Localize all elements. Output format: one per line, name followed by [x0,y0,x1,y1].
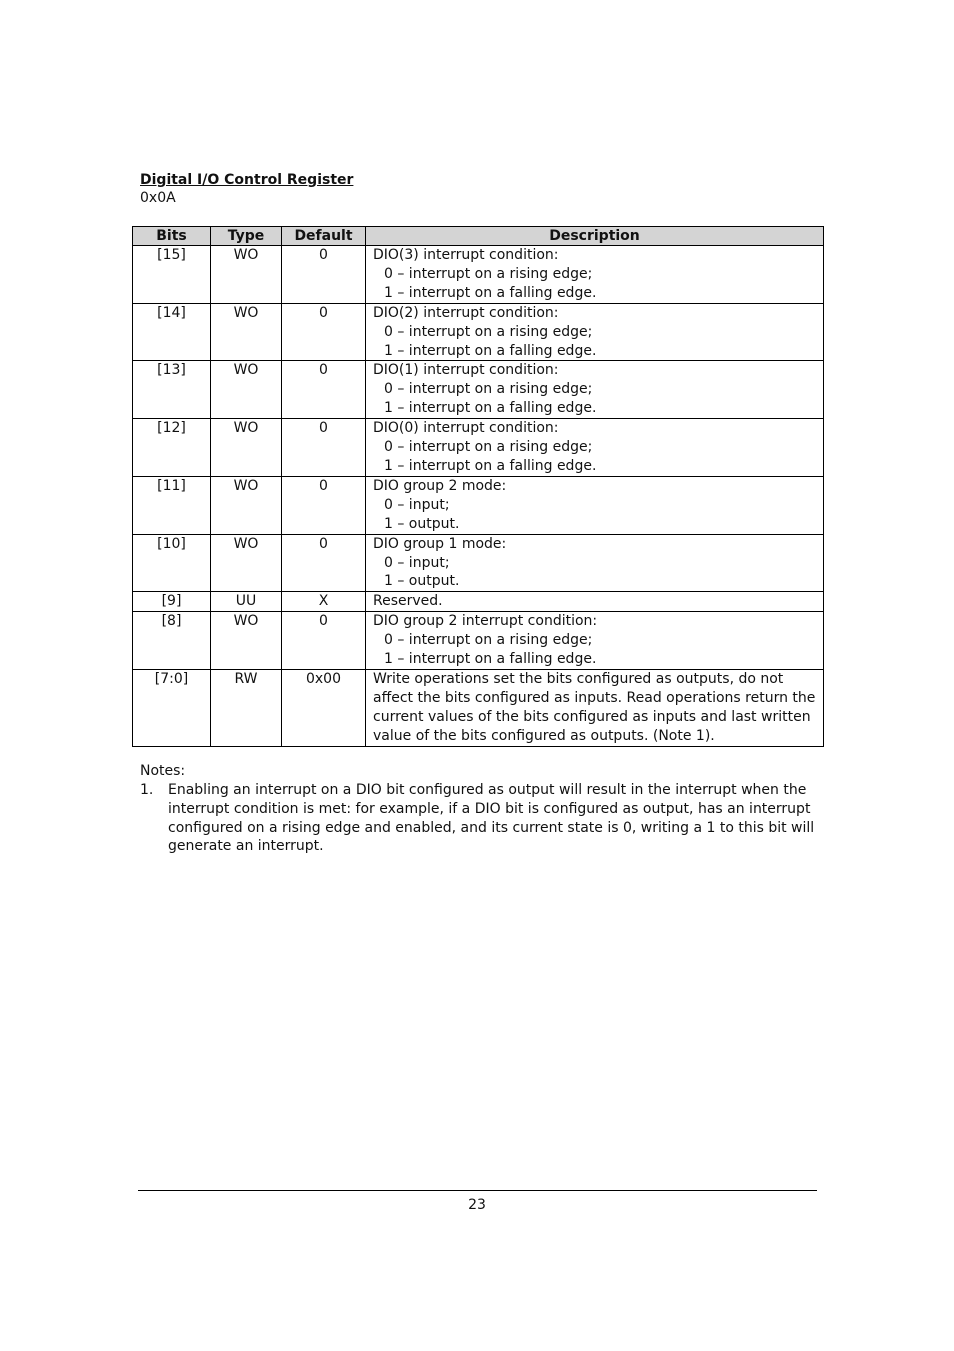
description-option: 0 – interrupt on a rising edge; [384,381,593,398]
cell-description [366,534,824,592]
cell-type: WO [211,419,282,477]
header-type: Type [211,227,282,246]
note-text: Enabling an interrupt on a DIO bit configured as output will result in the interrupt when the interrupt condition is met: for example, if a DIO bit is configured as output, has an interrupt configured on a rising edge and enabled, and its current state is 0, writing a 1 to this bit will generate an interrupt. [168,782,815,855]
cell-bits: [15] [133,246,211,304]
description-option: 0 – interrupt on a rising edge; [384,265,593,282]
description-option: 1 – interrupt on a falling edge. [384,342,597,359]
header-description: Description [366,227,824,246]
register-table [132,226,824,747]
description-text: Write operations set the bits configured as outputs, do not affect the bits configured as inputs. Read operations return the current values of the bits configured as inputs and last written value of the bits configured as outputs. (Note 1). [373,670,816,744]
cell-default: X [282,592,366,612]
cell-type: WO [211,476,282,534]
cell-default: 0 [282,612,366,670]
cell-default: 0x00 [282,669,366,746]
description-text: DIO(2) interrupt condition: [373,304,559,321]
table-header-row [133,227,824,246]
cell-type: WO [211,361,282,419]
description-option: 0 – interrupt on a rising edge; [384,439,593,456]
cell-description [366,361,824,419]
cell-default: 0 [282,303,366,361]
description-option: 1 – output. [384,573,460,590]
header-default: Default [282,227,366,246]
cell-type: WO [211,534,282,592]
page-number: 23 [468,1197,486,1213]
cell-bits: [7:0] [133,669,211,746]
cell-description [366,419,824,477]
cell-bits: [11] [133,476,211,534]
register-address: 0x0A [140,190,176,206]
cell-bits: [8] [133,612,211,670]
description-text: DIO(1) interrupt condition: [373,362,559,379]
description-text: Reserved. [373,593,443,610]
description-option: 1 – interrupt on a falling edge. [384,457,597,474]
table-row [133,592,824,612]
cell-bits: [10] [133,534,211,592]
cell-bits: [13] [133,361,211,419]
note-number: 1. [140,782,154,798]
description-option: 0 – input; [384,496,450,513]
cell-bits: [14] [133,303,211,361]
description-text: DIO group 2 interrupt condition: [373,613,598,630]
description-text: DIO(3) interrupt condition: [373,247,559,263]
description-option: 0 – input; [384,554,450,571]
register-title: Digital I/O Control Register [140,172,354,188]
cell-default: 0 [282,361,366,419]
description-text: DIO group 1 mode: [373,535,507,552]
cell-default: 0 [282,534,366,592]
description-option: 1 – interrupt on a falling edge. [384,400,597,417]
cell-default: 0 [282,476,366,534]
cell-description [366,612,824,670]
cell-description [366,303,824,361]
table-row [133,361,824,419]
description-text: DIO(0) interrupt condition: [373,420,559,437]
description-option: 0 – interrupt on a rising edge; [384,632,593,649]
header-bits: Bits [133,227,211,246]
cell-default: 0 [282,419,366,477]
cell-type: UU [211,592,282,612]
table-row [133,534,824,592]
cell-description [366,246,824,304]
description-option: 1 – interrupt on a falling edge. [384,284,597,301]
table-row [133,612,824,670]
cell-bits: [12] [133,419,211,477]
table-row [133,669,824,746]
table-row [133,303,824,361]
description-option: 1 – output. [384,515,460,532]
cell-type: WO [211,612,282,670]
cell-bits: [9] [133,592,211,612]
cell-description [366,669,824,746]
cell-type: WO [211,246,282,304]
notes-label: Notes: [140,763,186,779]
notes-list [140,781,820,856]
cell-description [366,476,824,534]
note-item [140,781,820,856]
table-row [133,476,824,534]
cell-type: RW [211,669,282,746]
cell-default: 0 [282,246,366,304]
cell-type: WO [211,303,282,361]
table-row [133,419,824,477]
table-row [133,246,824,304]
footer-divider [138,1190,817,1191]
description-option: 0 – interrupt on a rising edge; [384,323,593,340]
description-option: 1 – interrupt on a falling edge. [384,651,597,668]
cell-description [366,592,824,612]
description-text: DIO group 2 mode: [373,477,507,494]
